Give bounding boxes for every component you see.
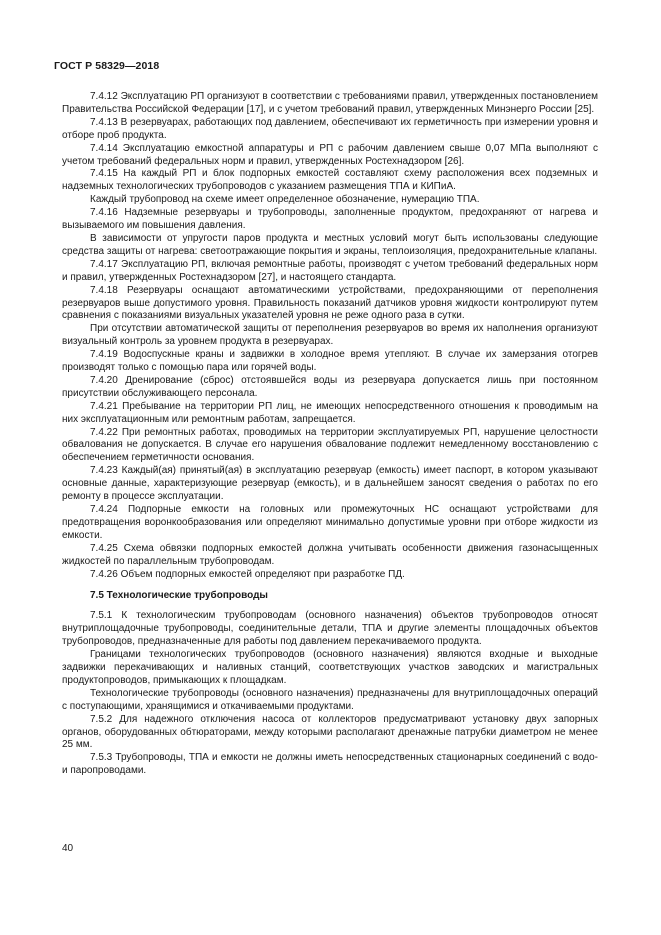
paragraph: 7.4.12 Эксплуатацию РП организуют в соответствии с требованиями правил, утвержденных постановлением Правительства Российской Федерации [17], и с учетом требований правил, утвержденных Минэнерго России [25]. (62, 91, 598, 115)
paragraph: 7.4.25 Схема обвязки подпорных емкостей должна учитывать особенности движения газонасыщенных жидкостей по параллельным трубопроводам. (62, 542, 598, 567)
paragraph: 7.5.1 К технологическим трубопроводам (основного назначения) объектов трубопроводов относят внутриплощадочные трубопроводы, соединительные детали, ТПА и другие элементы площадочных объектов трубопроводов, предназначенные для работы под давлением перекачиваемого продукта. (62, 610, 598, 648)
paragraph: 7.4.21 Пребывание на территории РП лиц, не имеющих непосредственного отношения к проводимым на них эксплуатационным или ремонтным работам, запрещается. (62, 400, 598, 425)
paragraph: 7.4.17 Эксплуатацию РП, включая ремонтные работы, производят с учетом требований федеральных норм и правил, утвержденных Ростехнадзором [27], и настоящего стандарта. (62, 258, 598, 283)
paragraph: 7.4.26 Объем подпорных емкостей определяют при разработке ПД. (90, 568, 405, 580)
paragraph: 7.5.2 Для надежного отключения насоса от коллекторов предусматривают установку двух запорных органов, оборудованных обтюраторами, между которыми располагают дренажные патрубки диаметром не менее 25 мм. (62, 713, 598, 751)
paragraph: В зависимости от упругости паров продукта и местных условий могут быть использованы следующие средства защиты от нагрева: светоотражающие покрытия и экраны, теплоизоляция, предохранительные клапаны. (62, 232, 598, 257)
paragraph: Технологические трубопроводы (основного назначения) предназначены для внутриплощадочных операций с поступающими, хранящимися и откачиваемыми продуктами. (62, 687, 598, 712)
paragraph: 7.4.23 Каждый(ая) принятый(ая) в эксплуатацию резервуар (емкость) имеет паспорт, в котором указывают основные данные, характеризующие резервуар (емкость), и в дальнейшем заносят сведения о работах по его ремонту в процессе эксплуатации. (62, 465, 598, 503)
section-heading: 7.5 Технологические трубопроводы (90, 590, 268, 602)
paragraph: 7.4.13 В резервуарах, работающих под давлением, обеспечивают их герметичность при измерении уровня и отборе проб продукта. (62, 116, 598, 141)
standard-header: ГОСТ Р 58329—2018 (54, 60, 160, 72)
paragraph: 7.4.14 Эксплуатацию емкостной аппаратуры и РП с рабочим давлением свыше 0,07 МПа выполняют с учетом требований федеральных норм и правил, утвержденных Ростехнадзором [26]. (62, 142, 598, 167)
paragraph: При отсутствии автоматической защиты от переполнения резервуаров во время их наполнения организуют визуальный контроль за уровнем продукта в резервуарах. (62, 323, 598, 348)
paragraph: 7.4.18 Резервуары оснащают автоматическими устройствами, предохраняющими от переполнения резервуаров выше допустимого уровня. Правильность показаний датчиков уровня жидкости контролируют путем сравнения с показаниями визуальных указателей уровня не реже одного раза в сутки. (62, 284, 598, 322)
paragraph: 7.4.20 Дренирование (сброс) отстоявшейся воды из резервуара допускается лишь при постоянном присутствии обслуживающего персонала. (62, 374, 598, 399)
paragraph: Каждый трубопровод на схеме имеет определенное обозначение, нумерацию ТПА. (90, 194, 480, 206)
paragraph: 7.4.22 При ремонтных работах, проводимых на территории эксплуатируемых РП, нарушение целостности обвалования не допускается. В случае его нарушения обвалование подлежит немедленному восстановлению с обеспечением герметичности основания. (62, 426, 598, 464)
paragraph: 7.4.16 Надземные резервуары и трубопроводы, заполненные продуктом, предохраняют от нагрева и вызываемого им повышения давления. (62, 207, 598, 232)
page-number: 40 (62, 843, 74, 854)
paragraph: 7.4.15 На каждый РП и блок подпорных емкостей составляют схему расположения всех подземных и надземных технологических трубопроводов с указанием размещения ТПА и КИПиА. (62, 168, 598, 193)
paragraph: 7.5.3 Трубопроводы, ТПА и емкости не должны иметь непосредственных стационарных соединений с водо- и паропроводами. (62, 752, 598, 777)
body-text (62, 91, 598, 778)
paragraph: 7.4.19 Водоспускные краны и задвижки в холодное время утепляют. В случае их замерзания отогрев производят только с помощью пара или горячей воды. (62, 349, 598, 374)
paragraph: 7.4.24 Подпорные емкости на головных или промежуточных НС оснащают устройствами для предотвращения воронкообразования или определяют минимально допустимые уровни при отборе жидкости из емкости. (62, 504, 598, 541)
paragraph: Границами технологических трубопроводов (основного назначения) являются входные и выходные задвижки перекачивающих и наливных станций, соответствующих участков заводских и магистральных продуктопроводов, примыкающих к площадкам. (62, 649, 598, 686)
